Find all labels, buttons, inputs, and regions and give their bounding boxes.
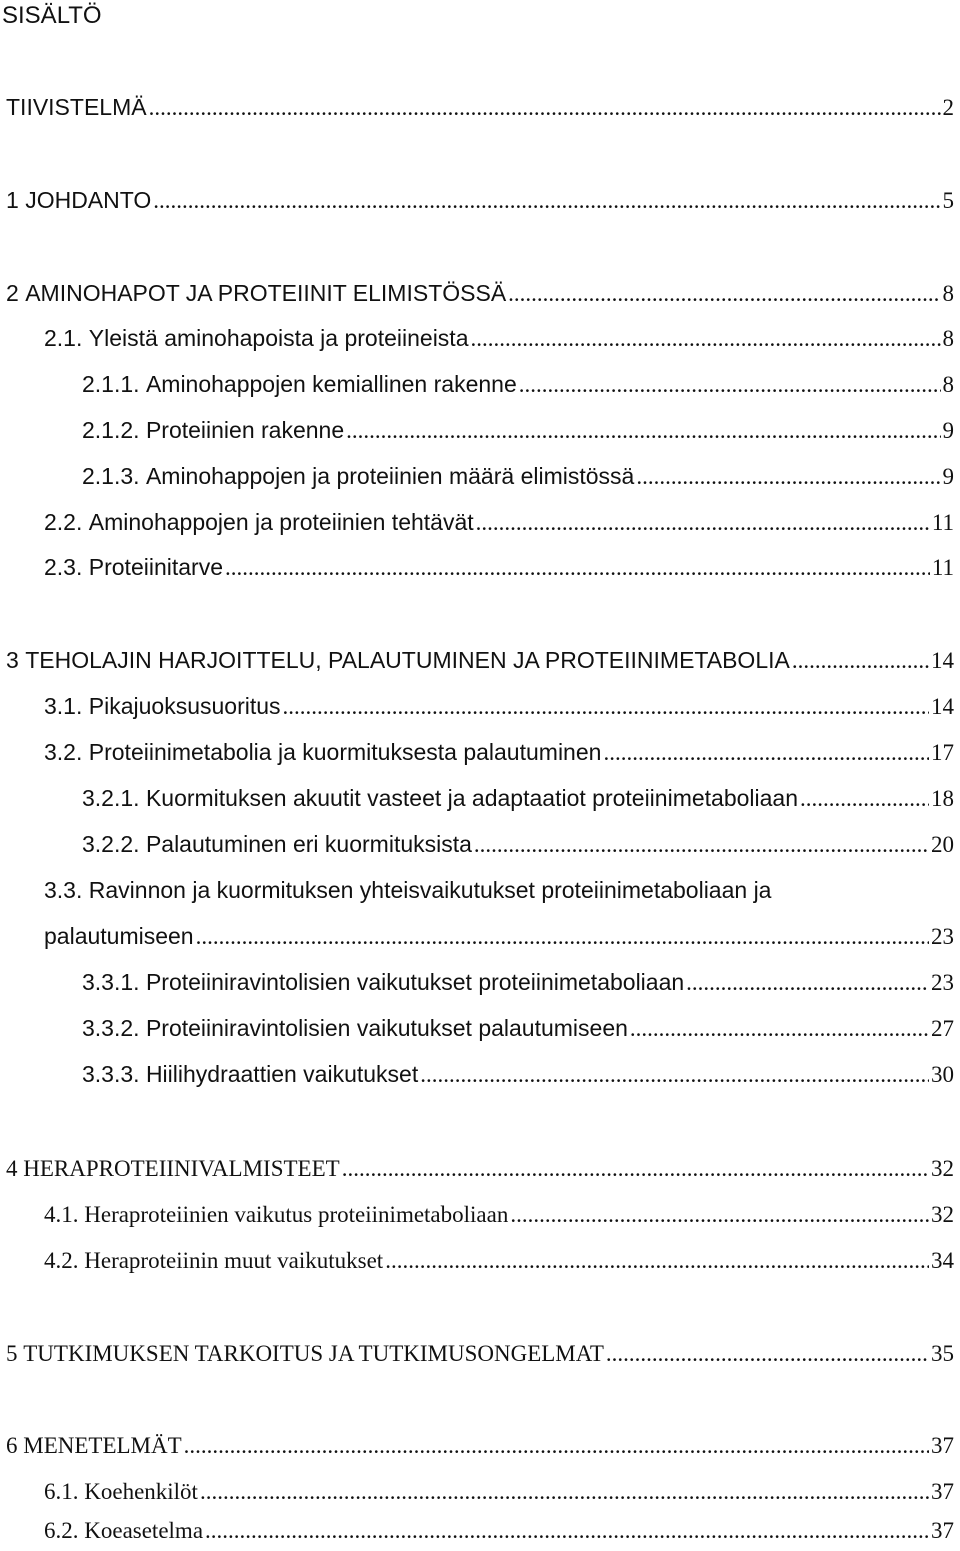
toc-entry-title: Pikajuoksusuoritus [88,693,281,719]
toc-entry-title: JOHDANTO [25,187,152,213]
toc-entry-page: 23 [931,924,954,949]
toc-entry-title-continuation: palautumiseen [44,923,194,949]
toc-entry-page: 9 [942,418,954,443]
dot-leader [184,1428,929,1464]
toc-entry-page: 11 [931,555,954,580]
toc-entry-page: 11 [931,510,954,535]
toc-entry-title: Proteiinitarve [88,554,223,580]
toc-entry-section-3-2-2[interactable] [82,826,954,862]
dot-leader [205,1513,929,1549]
toc-entry-number: 3.3.2. [82,1015,140,1041]
toc-entry-page: 17 [931,740,954,765]
toc-entry-number: 3.3.1. [82,969,140,995]
toc-entry-number: 3.3.3. [82,1061,140,1087]
toc-entry-title: MENETELMÄT [23,1433,182,1458]
toc-entry-number: 3.3. [44,877,83,903]
dot-leader [792,643,929,678]
toc-entry-number: 2.1.1. [82,371,140,397]
dot-leader [385,1243,929,1279]
toc-entry-page: 14 [931,648,954,673]
toc-entry-title: Aminohappojen kemiallinen rakenne [145,371,517,397]
toc-entry-number: 3.2.1. [82,785,140,811]
toc-entry-title: TIIVISTELMÄ [6,94,147,120]
toc-entry-page: 32 [931,1156,954,1181]
toc-entry-page: 2 [942,95,954,120]
toc-entry-section-3-1[interactable] [44,688,954,724]
dot-leader [153,183,940,218]
dot-leader [342,1151,929,1187]
toc-entry-page: 30 [931,1062,954,1087]
toc-entry-title: Koehenkilöt [84,1479,198,1504]
toc-entry-number: 2.1. [44,325,83,351]
toc-entry-number: 6.1. [44,1479,79,1504]
toc-entry-page: 35 [931,1341,954,1366]
toc-entry-title: Heraproteiinien vaikutus proteiinimetaboliaan [84,1202,509,1227]
toc-entry-abstract[interactable] [6,89,954,125]
toc-entry-title: HERAPROTEIINIVALMISTEET [23,1156,340,1181]
toc-entry-title: Heraproteiinin muut vaikutukset [84,1248,384,1273]
toc-entry-number: 3.2. [44,739,83,765]
toc-entry-section-4-2[interactable] [44,1243,954,1279]
toc-entry-number: 2.2. [44,509,83,535]
dot-leader [420,1057,929,1092]
page-title: SISÄLTÖ [2,2,102,29]
dot-leader [471,321,941,356]
dot-leader [200,1474,929,1510]
toc-entry-section-2-1[interactable] [44,320,954,356]
toc-entry-section-3-3-2[interactable] [82,1010,954,1046]
toc-entry-chapter-6[interactable] [6,1428,954,1464]
toc-entry-number: 2.1.2. [82,417,140,443]
toc-entry-section-3-2-1[interactable] [82,780,954,816]
toc-entry-chapter-5[interactable] [6,1336,954,1372]
toc-entry-number: 6.2. [44,1518,79,1543]
toc-entry-page: 5 [942,188,954,213]
toc-entry-number: 4.1. [44,1202,79,1227]
toc-entry-title: Aminohappojen ja proteiinien määrä elimistössä [145,463,635,489]
toc-entry-title: Aminohappojen ja proteiinien tehtävät [88,509,474,535]
dot-leader [474,827,929,862]
toc-entry-title: Koeasetelma [84,1518,204,1543]
toc-entry-title: Yleistä aminohapoista ja proteiineista [88,325,469,351]
toc-entry-page: 18 [931,786,954,811]
dot-leader [149,90,941,125]
dot-leader [800,781,929,816]
toc-entry-section-2-3[interactable] [44,549,954,585]
toc-entry-chapter-2[interactable] [6,275,954,311]
dot-leader [510,1197,929,1233]
toc-entry-number: 3.2.2. [82,831,140,857]
toc-entry-title: AMINOHAPOT JA PROTEIINIT ELIMISTÖSSÄ [25,280,507,306]
toc-entry-page: 23 [931,970,954,995]
dot-leader [686,965,929,1000]
toc-entry-number: 5 [6,1341,18,1366]
toc-entry-page: 8 [942,281,954,306]
toc-entry-section-2-1-1[interactable] [82,366,954,402]
toc-entry-title: Kuormituksen akuutit vasteet ja adaptaatiot proteiinimetaboliaan [145,785,799,811]
toc-entry-page: 37 [931,1518,954,1543]
toc-entry-page: 34 [931,1248,954,1273]
toc-entry-number: 2.1.3. [82,463,140,489]
dot-leader [508,276,940,311]
toc-entry-section-6-2[interactable] [44,1513,954,1549]
toc-entry-number: 2 [6,280,19,306]
toc-entry-section-3-3-3[interactable] [82,1056,954,1092]
toc-entry-page: 37 [931,1479,954,1504]
toc-entry-page: 8 [942,372,954,397]
toc-entry-title: TEHOLAJIN HARJOITTELU, PALAUTUMINEN JA PROTEIINIMETABOLIA [25,647,790,673]
toc-entry-title: Hiilihydraattien vaikutukset [145,1061,419,1087]
toc-entry-title: Proteiiniravintolisien vaikutukset palautumiseen [145,1015,628,1041]
dot-leader [636,459,940,494]
toc-entry-title: Proteiiniravintolisien vaikutukset proteiinimetaboliaan [145,969,685,995]
toc-entry-chapter-1[interactable] [6,182,954,218]
dot-leader [346,413,940,448]
dot-leader [196,919,929,954]
toc-entry-number: 2.3. [44,554,83,580]
toc-entry-page: 14 [931,694,954,719]
toc-entry-section-2-1-3[interactable] [82,458,954,494]
dot-leader [606,1336,929,1372]
toc-entry-number: 4 [6,1156,18,1181]
toc-entry-title: Proteiinimetabolia ja kuormituksesta palautuminen [88,739,602,765]
toc-entry-page: 9 [942,464,954,489]
toc-entry-section-2-1-2[interactable] [82,412,954,448]
toc-entry-page: 8 [942,326,954,351]
toc-entry-page: 27 [931,1016,954,1041]
toc-entry-page: 37 [931,1433,954,1458]
toc-entry-section-6-1[interactable] [44,1474,954,1510]
dot-leader [225,550,930,585]
toc-entry-number: 1 [6,187,19,213]
toc-entry-title: Proteiinien rakenne [145,417,345,443]
dot-leader [630,1011,929,1046]
toc-entry-section-2-2[interactable] [44,504,954,540]
dot-leader [519,367,941,402]
toc-entry-section-4-1[interactable] [44,1197,954,1233]
toc-entry-chapter-3[interactable] [6,642,954,678]
dot-leader [476,505,930,540]
toc-entry-section-3-3-1[interactable] [82,964,954,1000]
toc-entry-title: TUTKIMUKSEN TARKOITUS JA TUTKIMUSONGELMAT [23,1341,604,1366]
toc-entry-number: 6 [6,1433,18,1458]
toc-entry-page: 32 [931,1202,954,1227]
dot-leader [283,689,929,724]
toc-entry-number: 4.2. [44,1248,79,1273]
toc-entry-number: 3.1. [44,693,83,719]
toc-entry-number: 3 [6,647,19,673]
dot-leader [603,735,929,770]
toc-entry-chapter-4[interactable] [6,1151,954,1187]
toc-entry-section-3-3-line-1[interactable] [44,872,954,908]
toc-entry-section-3-2[interactable] [44,734,954,770]
toc-entry-page: 20 [931,832,954,857]
toc-entry-title: Ravinnon ja kuormituksen yhteisvaikutukset proteiinimetaboliaan ja [88,877,772,903]
toc-entry-section-3-3-line-2[interactable] [44,918,954,954]
toc-entry-title: Palautuminen eri kuormituksista [145,831,472,857]
